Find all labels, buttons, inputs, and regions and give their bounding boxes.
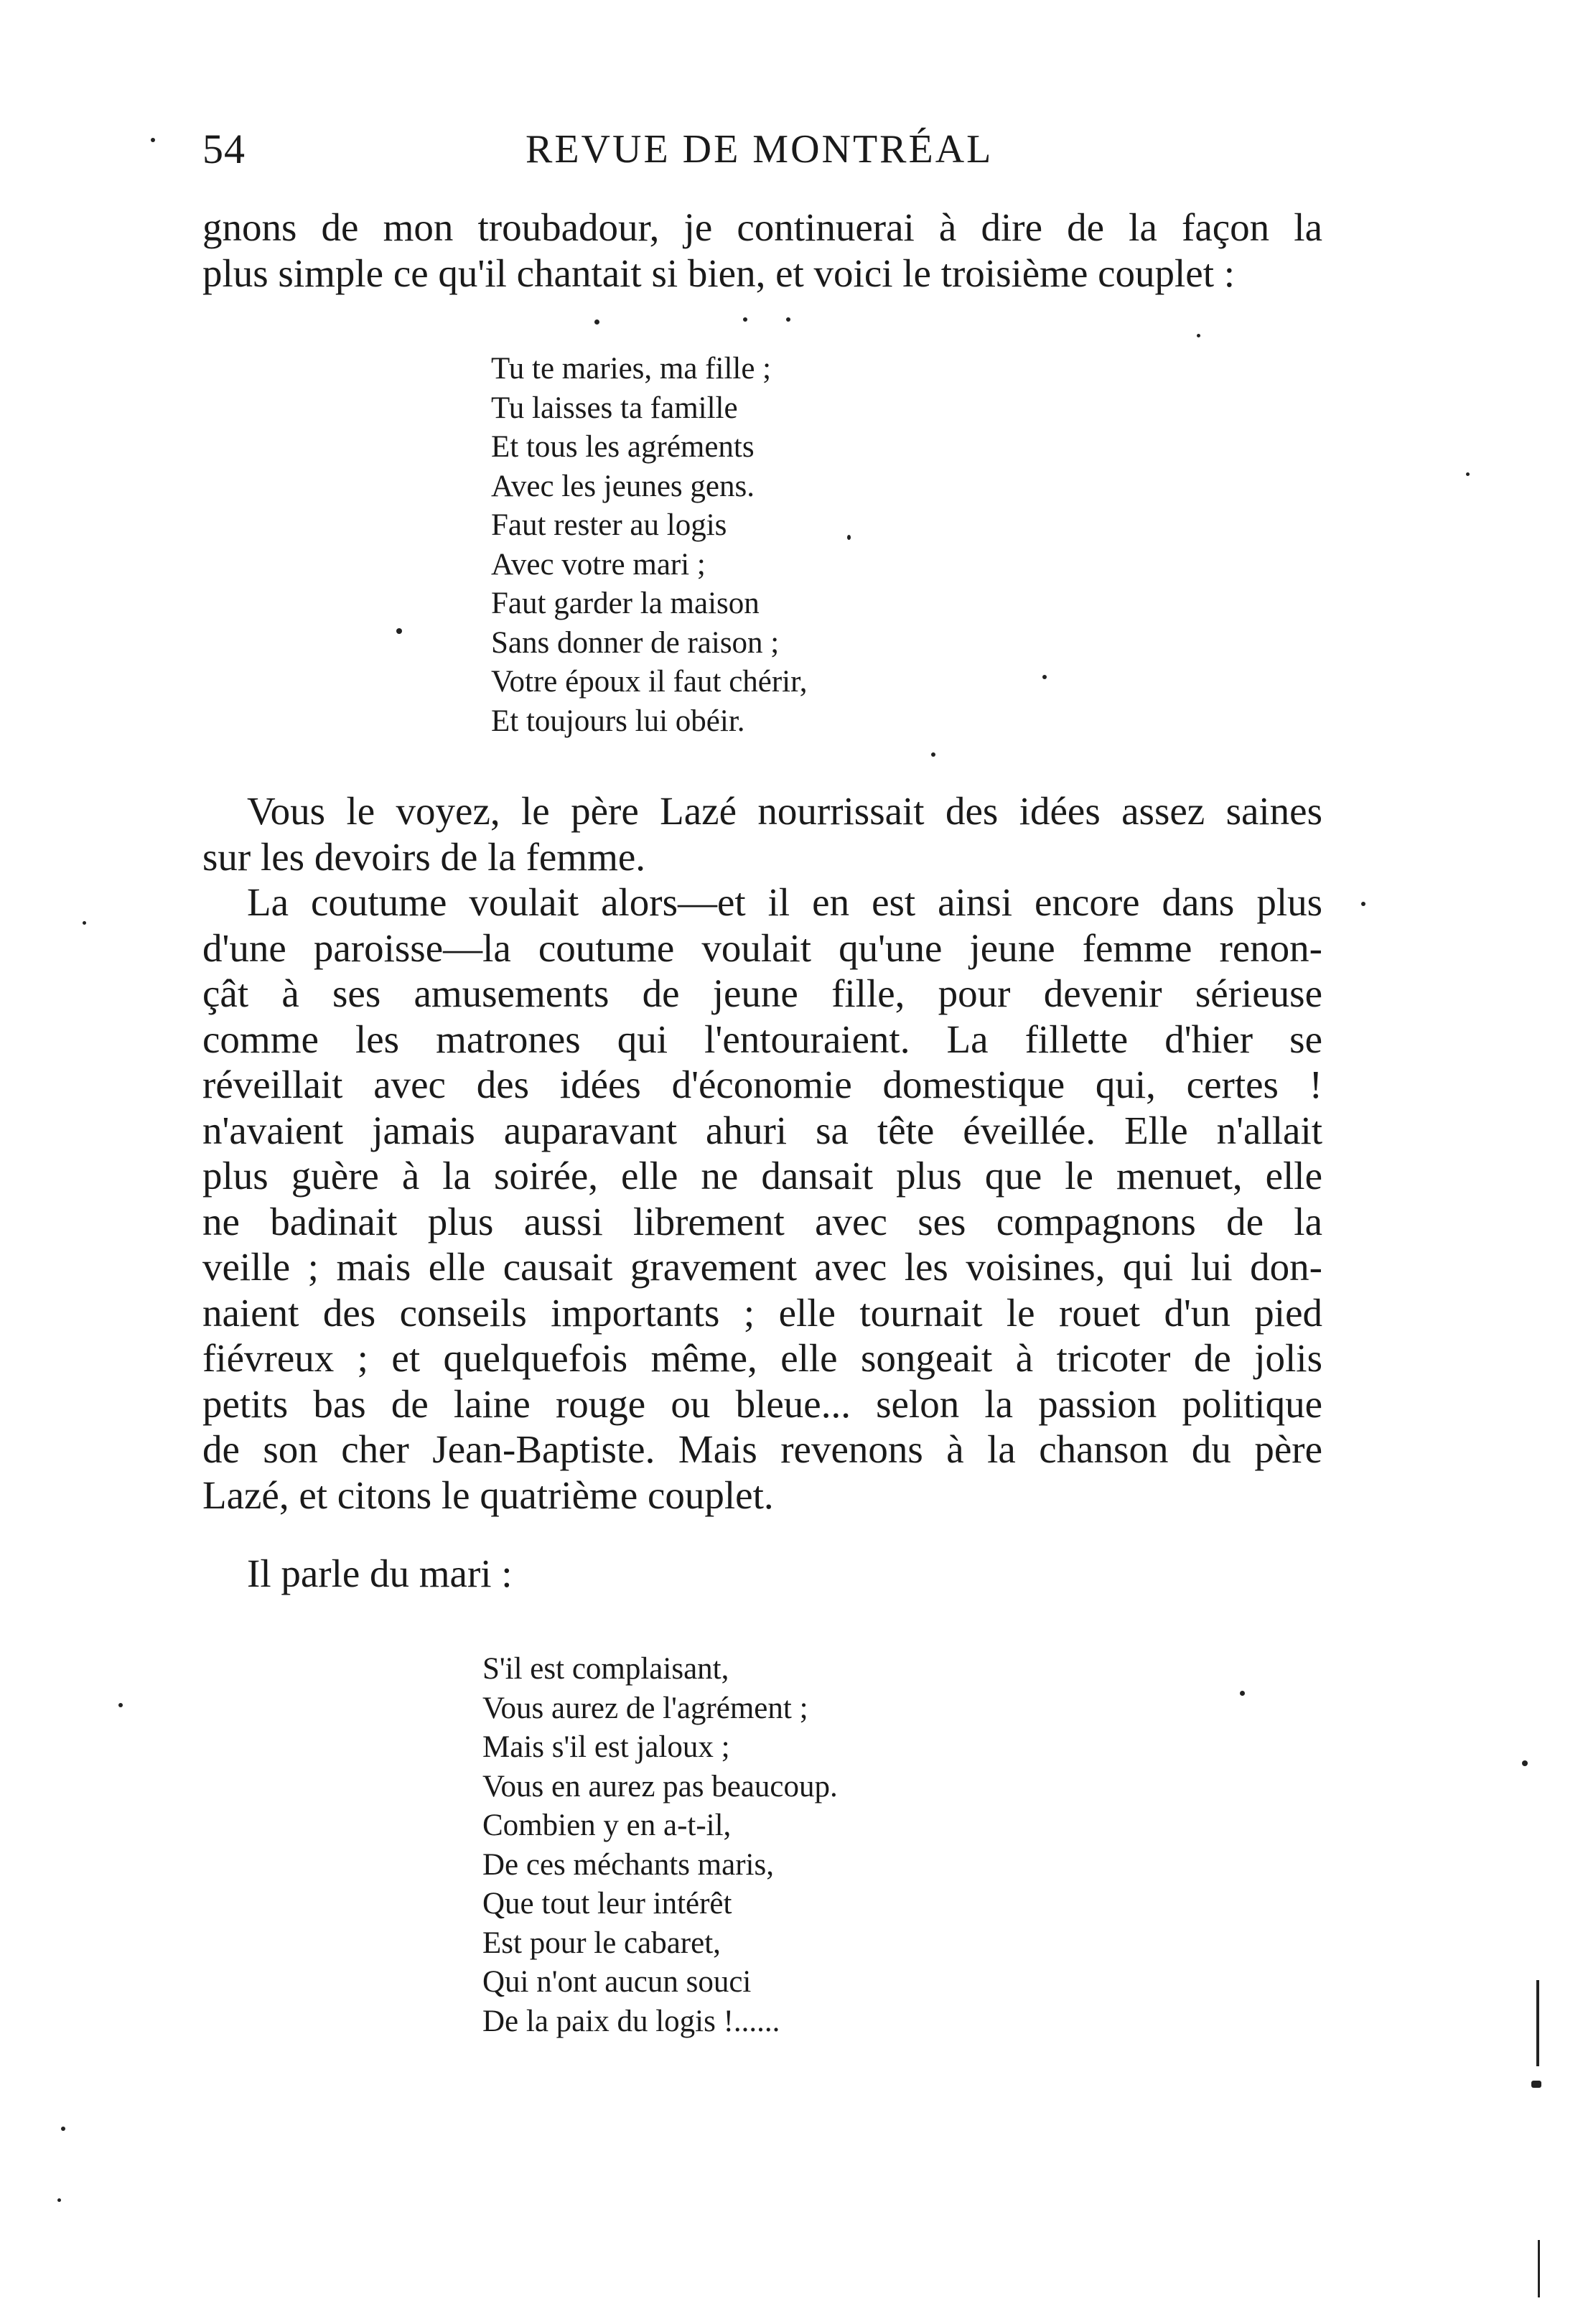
scan-speck bbox=[931, 752, 935, 757]
paragraph-line: ne badinait plus aussi librement avec ses compagnons de la bbox=[202, 1199, 1322, 1243]
running-title: REVUE DE MONTRÉAL bbox=[526, 127, 994, 172]
verse-line: Avec votre mari ; bbox=[491, 547, 706, 582]
paragraph-line: Il parle du mari : bbox=[247, 1551, 513, 1595]
verse-line: Tu te maries, ma fille ; bbox=[491, 352, 772, 386]
paragraph-line: Lazé, et citons le quatrième couplet. bbox=[202, 1473, 774, 1517]
paragraph-coutume bbox=[202, 879, 1322, 1518]
verse-line: Faut garder la maison bbox=[491, 587, 760, 620]
paragraph-line: Vous le voyez, le père Lazé nourrissait des idées assez saines bbox=[247, 789, 1322, 833]
paragraph-line: fiévreux ; et quelquefois même, elle songeait à tricoter de jolis bbox=[202, 1336, 1322, 1380]
verse-line: De la paix du logis !...... bbox=[482, 2004, 780, 2038]
paragraph-line: naient des conseils importants ; elle tournait le rouet d'un pied bbox=[202, 1290, 1322, 1335]
paragraph-line: çât à ses amusements de jeune fille, pour devenir sérieuse bbox=[202, 971, 1322, 1015]
binding-mark bbox=[1536, 1980, 1539, 2066]
verse-line: S'il est complaisant, bbox=[482, 1652, 729, 1686]
paragraph-line: petits bas de laine rouge ou bleue... selon la passion politique bbox=[202, 1381, 1322, 1426]
scan-speck bbox=[151, 138, 155, 142]
binding-mark bbox=[1531, 2081, 1541, 2088]
scan-speck bbox=[594, 319, 599, 325]
scan-speck bbox=[1240, 1691, 1245, 1696]
verse-line: Que tout leur intérêt bbox=[482, 1887, 732, 1921]
verse-line: De ces méchants maris, bbox=[482, 1847, 774, 1882]
scan-speck bbox=[83, 921, 86, 925]
verse-line: Vous en aurez pas beaucoup. bbox=[482, 1769, 838, 1803]
scan-speck bbox=[743, 317, 747, 322]
paragraph-line: réveillait avec des idées d'économie domestique qui, certes ! bbox=[202, 1063, 1322, 1106]
paragraph-pere-laze bbox=[202, 788, 1322, 879]
verse-line: Est pour le cabaret, bbox=[482, 1926, 721, 1960]
verse-line: Sans donner de raison ; bbox=[491, 625, 780, 660]
verse-third-couplet bbox=[491, 350, 807, 741]
verse-line: Et toujours lui obéir. bbox=[491, 704, 745, 738]
scan-speck bbox=[57, 2198, 61, 2202]
page-header bbox=[202, 121, 1322, 178]
verse-line: Combien y en a-t-il, bbox=[482, 1809, 732, 1842]
scan-speck bbox=[786, 317, 790, 322]
paragraph-mari bbox=[202, 1551, 1322, 1597]
scan-speck bbox=[396, 628, 402, 634]
paragraph-line: La coutume voulait alors—et il en est ainsi encore dans plus bbox=[247, 880, 1322, 924]
intro-line: gnons de mon troubadour, je continuerai à dire de la façon la bbox=[202, 205, 1322, 249]
verse-line: Votre époux il faut chérir, bbox=[491, 665, 808, 699]
verse-fourth-couplet bbox=[482, 1650, 838, 2041]
paragraph-line: comme les matrones qui l'entouraient. La fillette d'hier se bbox=[202, 1017, 1322, 1061]
verse-line: Tu laisses ta famille bbox=[491, 391, 738, 425]
scan-speck bbox=[847, 535, 851, 540]
verse-line: Et tous les agréments bbox=[491, 430, 755, 464]
scan-speck bbox=[1361, 902, 1365, 906]
verse-line: Avec les jeunes gens. bbox=[491, 469, 755, 503]
intro-paragraph bbox=[202, 205, 1322, 296]
scan-speck bbox=[118, 1703, 123, 1707]
page-number: 54 bbox=[202, 126, 246, 172]
scan-speck bbox=[1466, 472, 1470, 476]
paragraph-line: sur les devoirs de la femme. bbox=[202, 834, 646, 879]
paragraph-line: veille ; mais elle causait gravement avec les voisines, qui lui don- bbox=[202, 1245, 1322, 1289]
scan-speck bbox=[1197, 334, 1200, 337]
intro-line: plus simple ce qu'il chantait si bien, et voici le troisième couplet : bbox=[202, 251, 1236, 295]
binding-mark bbox=[1538, 2240, 1540, 2297]
scan-speck bbox=[1042, 675, 1047, 679]
verse-line: Vous aurez de l'agrément ; bbox=[482, 1691, 808, 1725]
paragraph-line: d'une paroisse—la coutume voulait qu'une jeune femme renon- bbox=[202, 925, 1322, 970]
verse-line: Mais s'il est jaloux ; bbox=[482, 1730, 730, 1764]
scan-speck bbox=[61, 2127, 65, 2131]
verse-line: Qui n'ont aucun souci bbox=[482, 1965, 752, 1999]
paragraph-line: plus guère à la soirée, elle ne dansait plus que le menuet, elle bbox=[202, 1154, 1322, 1198]
scan-speck bbox=[1522, 1760, 1528, 1766]
verse-line: Faut rester au logis bbox=[491, 508, 727, 542]
paragraph-line: de son cher Jean-Baptiste. Mais revenons à la chanson du père bbox=[202, 1427, 1322, 1471]
paragraph-line: n'avaient jamais auparavant ahuri sa tête éveillée. Elle n'allait bbox=[202, 1108, 1322, 1152]
